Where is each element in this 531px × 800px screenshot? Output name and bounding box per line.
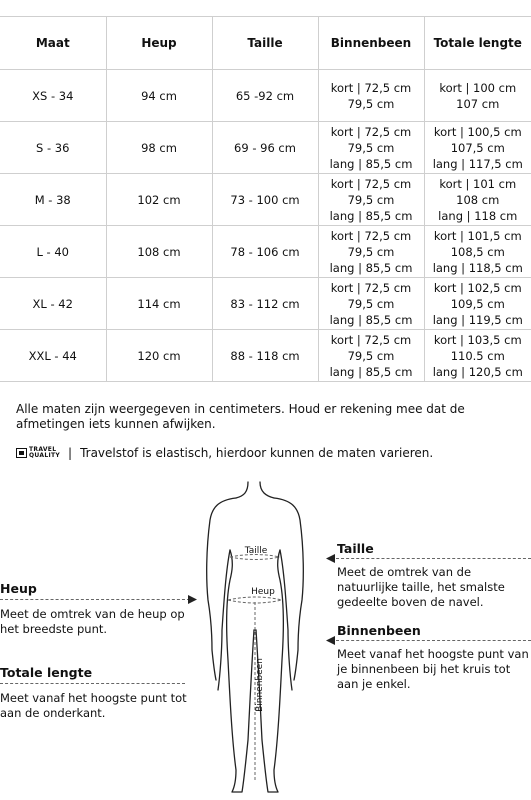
cell-totale-lengte-line: 107 cm (456, 96, 500, 111)
cell-binnenbeen (318, 226, 424, 278)
table-row (0, 122, 531, 174)
cell-totale-lengte-line: kort | 100 cm (439, 80, 517, 95)
cell-totale-lengte (424, 278, 531, 330)
guide-binnenbeen (337, 623, 531, 692)
size-table (0, 16, 531, 382)
cell-binnenbeen-line: lang | 85,5 cm (329, 156, 413, 171)
cell-taille: 78 - 106 cm (212, 226, 318, 278)
header-taille: Taille (212, 17, 318, 70)
cell-totale-lengte-line: 108,5 cm (450, 244, 505, 259)
guide-totale-lengte (0, 665, 190, 721)
body-figure (196, 480, 336, 800)
guide-totale-lengte-title: Totale lengte (0, 665, 93, 680)
arrow-left-icon (326, 636, 336, 645)
cell-binnenbeen-line: kort | 72,5 cm (330, 176, 412, 191)
table-row (0, 278, 531, 330)
cell-totale-lengte-line: 110.5 cm (450, 348, 505, 363)
travel-quality-text: Travelstof is elastisch, hierdoor kunnen de maten varieren. (80, 446, 434, 460)
cell-totale-lengte-line: 108 cm (456, 192, 500, 207)
fabric-square-icon (16, 448, 27, 458)
cell-binnenbeen-line: 79,5 cm (347, 244, 395, 259)
cell-binnenbeen (318, 122, 424, 174)
figure-label-binnenbeen: Binnenbeen (255, 658, 265, 712)
guide-taille (337, 541, 531, 610)
cell-maat: XXL - 44 (0, 330, 106, 382)
guide-totale-lengte-line (0, 683, 185, 684)
figure-label-heup: Heup (251, 587, 275, 597)
cell-totale-lengte-line: 109,5 cm (450, 296, 505, 311)
cell-taille: 88 - 118 cm (212, 330, 318, 382)
header-totale-lengte: Totale lengte (424, 17, 531, 70)
cell-maat: XL - 42 (0, 278, 106, 330)
cell-totale-lengte-line: lang | 118,5 cm (432, 260, 523, 275)
cell-taille: 69 - 96 cm (212, 122, 318, 174)
separator: | (68, 446, 73, 460)
guide-binnenbeen-text: Meet vanaf het hoogste punt van je binnenbeen bij het kruis tot aan je enkel. (337, 647, 529, 691)
cell-totale-lengte-line: kort | 100,5 cm (433, 124, 522, 139)
cell-totale-lengte (424, 122, 531, 174)
cell-binnenbeen-line: kort | 72,5 cm (330, 80, 412, 95)
guide-heup-line (0, 599, 190, 600)
figure-label-taille: Taille (244, 546, 268, 556)
cell-totale-lengte (424, 70, 531, 122)
cell-heup: 108 cm (106, 226, 212, 278)
cell-binnenbeen-line: 79,5 cm (347, 140, 395, 155)
cell-binnenbeen-line: 79,5 cm (347, 192, 395, 207)
cell-totale-lengte-line: lang | 120,5 cm (432, 364, 523, 379)
cell-maat: XS - 34 (0, 70, 106, 122)
cell-binnenbeen-line: 79,5 cm (347, 96, 395, 111)
cell-totale-lengte (424, 330, 531, 382)
cell-binnenbeen-line: kort | 72,5 cm (330, 124, 412, 139)
arrow-right-icon (188, 595, 198, 604)
cell-heup: 114 cm (106, 278, 212, 330)
cell-totale-lengte-line: kort | 101 cm (439, 176, 517, 191)
cell-binnenbeen-line: kort | 72,5 cm (330, 228, 412, 243)
cell-binnenbeen-line: kort | 72,5 cm (330, 332, 412, 347)
guide-taille-title: Taille (337, 541, 374, 556)
header-heup: Heup (106, 17, 212, 70)
cell-binnenbeen-line: lang | 85,5 cm (329, 312, 413, 327)
cell-totale-lengte-line: kort | 101,5 cm (433, 228, 522, 243)
cell-totale-lengte-line: lang | 118 cm (438, 208, 518, 223)
cell-heup: 102 cm (106, 174, 212, 226)
cell-taille: 65 -92 cm (212, 70, 318, 122)
logo-line-1: TRAVEL (29, 446, 57, 453)
travel-quality-logo (16, 447, 60, 459)
cell-totale-lengte-line: kort | 103,5 cm (433, 332, 522, 347)
cell-maat: S - 36 (0, 122, 106, 174)
cell-binnenbeen-line: kort | 72,5 cm (330, 280, 412, 295)
guide-heup-text: Meet de omtrek van de heup op het breedste punt. (0, 607, 185, 636)
cell-heup: 120 cm (106, 330, 212, 382)
cell-taille: 73 - 100 cm (212, 174, 318, 226)
table-row (0, 70, 531, 122)
guide-heup (0, 581, 190, 637)
cell-totale-lengte-line: kort | 102,5 cm (433, 280, 522, 295)
cell-maat: L - 40 (0, 226, 106, 278)
header-maat: Maat (0, 17, 106, 70)
travel-quality-line (16, 446, 433, 460)
cell-binnenbeen-line: 79,5 cm (347, 296, 395, 311)
cell-binnenbeen (318, 174, 424, 226)
cell-heup: 94 cm (106, 70, 212, 122)
cell-binnenbeen (318, 278, 424, 330)
header-binnenbeen: Binnenbeen (318, 17, 424, 70)
table-row (0, 174, 531, 226)
cell-binnenbeen-line: lang | 85,5 cm (329, 364, 413, 379)
table-header-row (0, 17, 531, 70)
table-row (0, 330, 531, 382)
cell-binnenbeen (318, 70, 424, 122)
cell-binnenbeen (318, 330, 424, 382)
cell-maat: M - 38 (0, 174, 106, 226)
logo-line-2: QUALITY (29, 452, 61, 459)
table-row (0, 226, 531, 278)
cell-totale-lengte (424, 226, 531, 278)
guide-heup-title: Heup (0, 581, 37, 596)
cell-binnenbeen-line: lang | 85,5 cm (329, 260, 413, 275)
cell-taille: 83 - 112 cm (212, 278, 318, 330)
guide-binnenbeen-title: Binnenbeen (337, 623, 421, 638)
guide-taille-text: Meet de omtrek van de natuurlijke taille, het smalste gedeelte boven de navel. (337, 565, 505, 609)
arrow-left-icon (326, 554, 336, 563)
guide-totale-lengte-text: Meet vanaf het hoogste punt tot aan de onderkant. (0, 691, 187, 720)
cell-totale-lengte-line: 107,5 cm (450, 140, 505, 155)
cell-totale-lengte-line: lang | 117,5 cm (432, 156, 523, 171)
cell-binnenbeen-line: 79,5 cm (347, 348, 395, 363)
note-text: Alle maten zijn weergegeven in centimeters. Houd er rekening mee dat de afmetingen iets kunnen afwijken. (16, 402, 465, 431)
cell-totale-lengte-line: lang | 119,5 cm (432, 312, 523, 327)
cell-heup: 98 cm (106, 122, 212, 174)
cell-totale-lengte (424, 174, 531, 226)
cell-binnenbeen-line: lang | 85,5 cm (329, 208, 413, 223)
